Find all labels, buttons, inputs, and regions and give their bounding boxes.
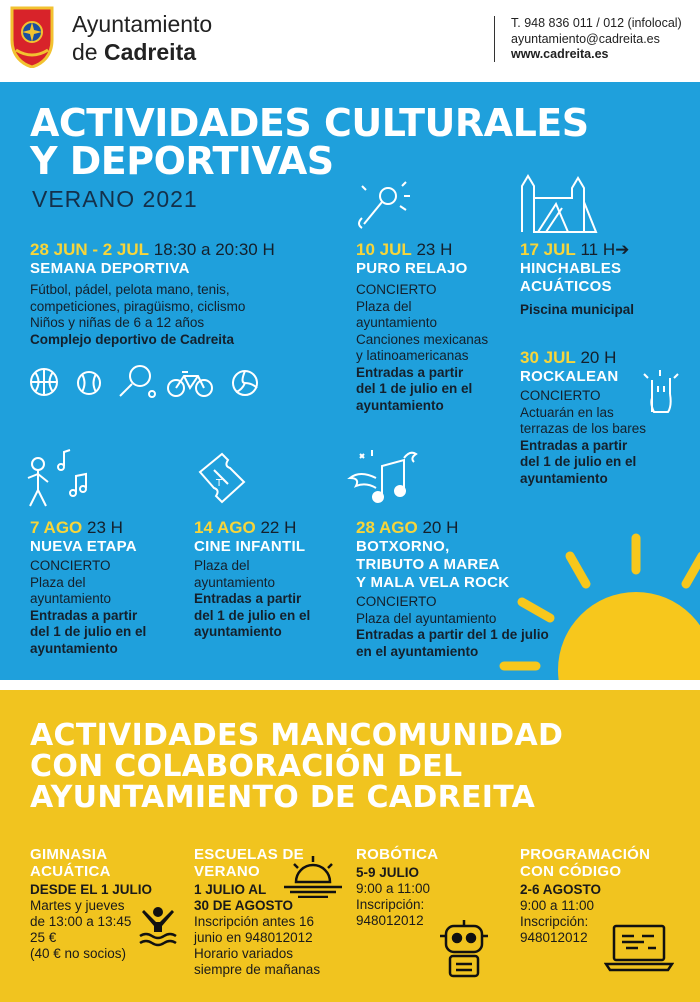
event-date-accent: 14 AGO	[194, 518, 256, 537]
event-tickets: ayuntamiento	[520, 470, 608, 486]
swimmer-icon	[136, 904, 180, 948]
event-text: Plaza del	[356, 298, 412, 314]
cultural-subtitle: VERANO 2021	[32, 186, 198, 212]
cultural-title-line1: ACTIVIDADES CULTURALES	[30, 101, 589, 145]
event-name: SEMANA DEPORTIVA	[30, 260, 190, 277]
cultural-title-line2: Y DEPORTIVAS	[30, 139, 334, 183]
event-botxorno	[356, 518, 596, 660]
event-date-accent: 30 JUL	[520, 348, 576, 367]
bicycle-icon	[166, 368, 214, 398]
activity-name: VERANO	[194, 863, 260, 880]
event-hinchables	[520, 240, 690, 319]
event-text: Plaza del	[30, 574, 86, 590]
activity-text: Martes y jueves	[30, 898, 125, 913]
event-text: terrazas de los bares	[520, 421, 647, 436]
event-name: HINCHABLES	[520, 260, 622, 277]
event-tickets: del 1 de julio en el	[520, 454, 637, 469]
event-time: 23 H	[82, 518, 123, 537]
singer-icon	[20, 448, 90, 508]
event-time: 23 H	[411, 240, 453, 259]
event-text: CONCIERTO	[356, 282, 437, 297]
event-name: NUEVA ETAPA	[30, 538, 137, 555]
event-time: 18:30 a 20:30 H	[149, 240, 275, 259]
activity-text: 948012012	[520, 930, 588, 945]
event-tickets: del 1 de julio en el	[30, 624, 147, 639]
event-text: Plaza del	[194, 558, 250, 573]
activity-name: PROGRAMACIÓN	[520, 846, 651, 863]
event-text: ayuntamiento	[30, 591, 112, 606]
cultural-activities-section	[0, 82, 700, 680]
event-semana-deportiva	[30, 240, 350, 348]
event-text: Actuarán en las	[520, 404, 614, 420]
event-text: CONCIERTO	[356, 594, 437, 609]
activity-text: Horario variados	[194, 946, 294, 961]
event-time: 20 H	[417, 518, 459, 537]
event-name: BOTXORNO,	[356, 538, 450, 555]
mancomunidad-title	[30, 720, 563, 813]
rock-hand-icon	[636, 368, 686, 418]
event-cine-infantil	[194, 518, 354, 641]
org-line1: Ayuntamiento	[72, 11, 213, 37]
activity-name: ROBÓTICA	[356, 846, 439, 863]
paddle-icon	[116, 364, 156, 400]
event-date-accent: 28 AGO	[356, 518, 418, 537]
event-date-accent: 17 JUL	[520, 240, 576, 259]
event-text: ayuntamiento	[194, 574, 276, 590]
activity-name: ACUÁTICA	[30, 863, 111, 880]
sunset-icon	[282, 854, 344, 898]
event-text: Canciones mexicanas	[356, 331, 489, 347]
org-line2	[72, 38, 212, 66]
event-name: CINE INFANTIL	[194, 538, 306, 555]
event-place: Complejo deportivo de Cadreita	[30, 331, 235, 347]
event-date	[194, 518, 354, 538]
event-date	[30, 518, 190, 538]
activity-dates: DESDE EL 1 JULIO	[30, 882, 153, 897]
event-tickets: Entradas a partir	[30, 607, 138, 623]
svg-text:T: T	[216, 478, 223, 489]
event-tickets: ayuntamiento	[194, 624, 282, 639]
event-time: 11 H	[575, 240, 616, 259]
activity-text: Inscripción antes 16	[194, 914, 315, 929]
activity-text: 948012012	[356, 913, 424, 928]
basketball-icon	[28, 366, 60, 398]
section-divider	[0, 680, 700, 690]
activity-dates: 2-6 AGOSTO	[520, 882, 602, 897]
event-name: ROCKALEAN	[520, 368, 619, 385]
event-text: Fútbol, pádel, pelota mano, tenis,	[30, 282, 230, 297]
event-date-accent: 7 AGO	[30, 518, 83, 537]
event-name: PURO RELAJO	[356, 260, 468, 277]
event-time: 20 H	[575, 348, 617, 367]
event-tickets: Entradas a partir	[194, 591, 302, 606]
organization-name	[72, 10, 212, 66]
activity-name: GIMNASIA	[30, 846, 108, 863]
event-name: Y MALA VELA ROCK	[356, 574, 510, 591]
bouncy-castle-icon	[516, 168, 600, 234]
event-place: Piscina municipal	[520, 302, 635, 317]
activity-text: de 13:00 a 13:45	[30, 914, 132, 929]
activity-dates: 30 DE AGOSTO	[194, 898, 294, 913]
event-date	[520, 240, 690, 260]
event-text: CONCIERTO	[30, 558, 111, 573]
contact-block	[494, 16, 682, 62]
event-date	[30, 240, 350, 260]
robot-icon	[436, 918, 492, 980]
event-tickets: Entradas a partir	[520, 437, 628, 453]
activity-text: junio en 948012012	[194, 930, 313, 945]
mancomunidad-title-line3: AYUNTAMIENTO DE CADREITA	[30, 780, 536, 815]
event-text: y latinoamericanas	[356, 348, 469, 363]
activity-text: 25 €	[30, 930, 57, 945]
event-date-accent: 10 JUL	[356, 240, 412, 259]
event-text: competiciones, piragüismo, ciclismo	[30, 298, 246, 314]
activity-text: (40 € no socios)	[30, 946, 127, 961]
event-date	[520, 348, 690, 368]
activity-robotica	[356, 846, 496, 929]
activity-text: 9:00 a 11:00	[356, 881, 431, 896]
activity-text: Inscripción:	[520, 914, 589, 929]
arrow-right-icon: ➔	[615, 240, 630, 259]
event-nueva-etapa	[30, 518, 190, 657]
microphone-icon	[352, 178, 412, 232]
event-tickets: ayuntamiento	[356, 397, 444, 413]
mancomunidad-title-line2: CON COLABORACIÓN DEL	[30, 749, 463, 784]
activity-dates: 5-9 JULIO	[356, 865, 420, 880]
cultural-title	[30, 101, 589, 183]
mancomunidad-title-line1: ACTIVIDADES MANCOMUNIDAD	[30, 718, 564, 753]
activity-dates: 1 JULIO AL	[194, 882, 267, 897]
baseball-icon	[76, 370, 102, 396]
event-tickets: del 1 de julio en el	[356, 381, 473, 396]
activity-name: CON CÓDIGO	[520, 863, 622, 880]
laptop-code-icon	[604, 922, 674, 972]
winged-note-icon	[346, 448, 420, 510]
activity-text: 9:00 a 11:00	[520, 898, 595, 913]
event-text: Plaza del ayuntamiento	[356, 610, 497, 626]
ticket-icon	[192, 452, 246, 506]
org-line2-prefix: de	[72, 39, 104, 65]
activity-name: ESCUELAS DE	[194, 846, 304, 863]
volleyball-icon	[230, 368, 260, 398]
org-line2-bold: Cadreita	[103, 39, 197, 65]
activity-text: siempre de mañanas	[194, 962, 321, 977]
event-date-accent: 28 JUN - 2 JUL	[30, 240, 150, 259]
event-tickets: del 1 de julio en el	[194, 607, 311, 623]
event-time: 22 H	[255, 518, 297, 537]
event-tickets: ayuntamiento	[30, 640, 118, 656]
event-date	[356, 240, 516, 260]
event-text: ayuntamiento	[356, 315, 438, 330]
activity-text: Inscripción:	[356, 897, 425, 912]
event-name: ACUÁTICOS	[520, 278, 612, 295]
event-puro-relajo	[356, 240, 516, 414]
event-text: CONCIERTO	[520, 388, 601, 403]
event-tickets: Entradas a partir	[356, 364, 464, 380]
coat-of-arms-icon	[8, 6, 56, 68]
mancomunidad-section	[0, 690, 700, 1002]
contact-phone: T. 948 836 011 / 012 (infolocal)	[511, 16, 682, 30]
contact-web[interactable]: www.cadreita.es	[511, 47, 609, 61]
event-name: TRIBUTO A MAREA	[356, 556, 500, 573]
event-tickets: en el ayuntamiento	[356, 643, 479, 659]
event-date	[356, 518, 596, 538]
header	[0, 0, 700, 82]
event-tickets: Entradas a partir del 1 de julio	[356, 627, 549, 642]
event-text: Niños y niñas de 6 a 12 años	[30, 315, 205, 330]
contact-email[interactable]: ayuntamiento@cadreita.es	[511, 31, 660, 46]
